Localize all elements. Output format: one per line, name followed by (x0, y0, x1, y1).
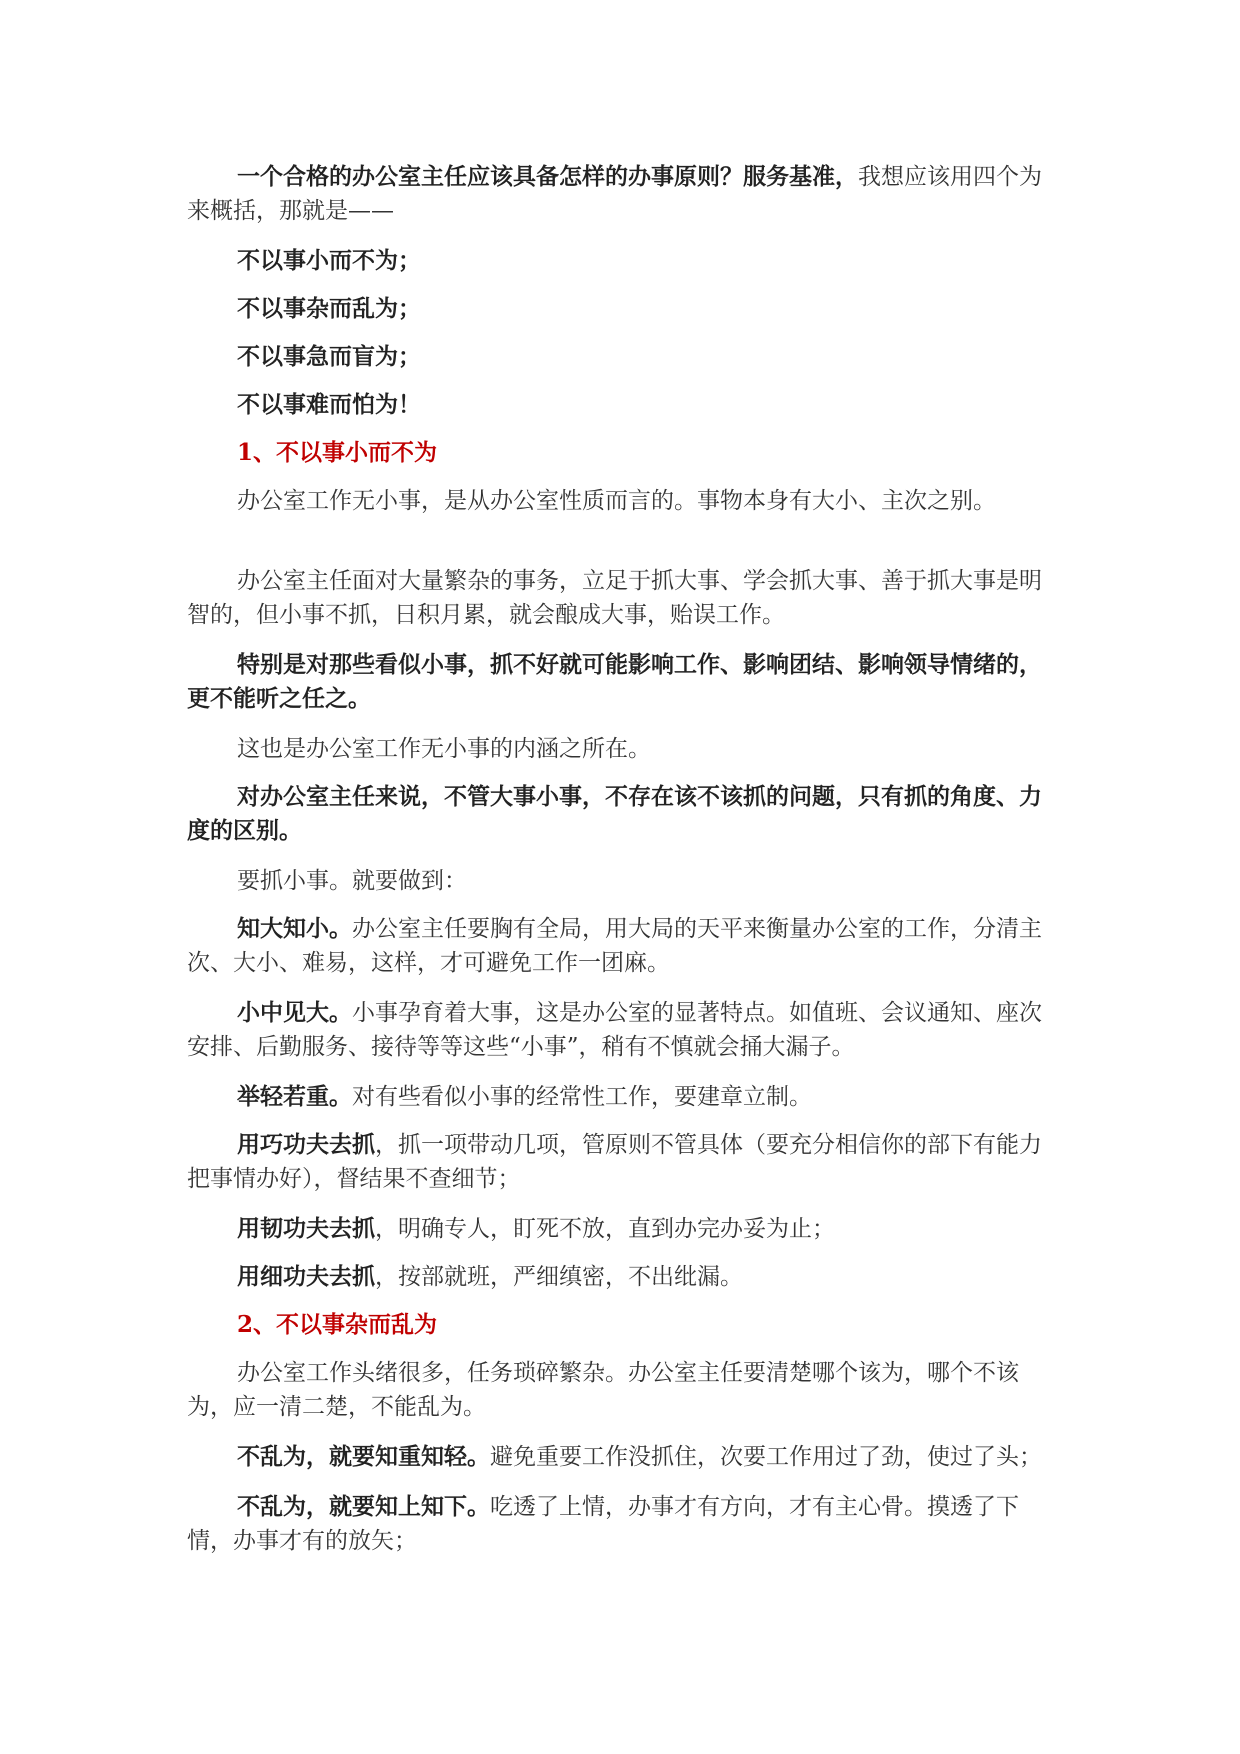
lead-bold-text: 小中见大。 (237, 999, 352, 1026)
body-text: 小事孕育着大事，这是办公室的显著特点。如值班、会议通知、座次安排、后勤服务、接待等等这些“小事”，稍有不慎就会捅大漏子。 (187, 1000, 1042, 1060)
lead-bold-text: 知大知小。 (237, 915, 352, 942)
body-text: ，明确专人，盯死不放，直到办完办妥为止； (375, 1216, 835, 1242)
body-text: 办公室主任要胸有全局，用大局的天平来衡量办公室的工作，分清主次、大小、难易，这样，才可避免工作一团麻。 (187, 916, 1042, 976)
lead-bold-text: 用韧功夫去抓 (237, 1215, 375, 1242)
body-text: 对有些看似小事的经常性工作，要建章立制。 (352, 1084, 812, 1110)
section1-paragraph-4: 这也是办公室工作无小事的内涵之所在。 (237, 736, 651, 762)
section-heading-1: 1、不以事小而不为 (237, 439, 438, 466)
section1-paragraph-11 (187, 1212, 1057, 1246)
lead-bold-text: 举轻若重。 (237, 1083, 352, 1110)
section-heading-2: 2、不以事杂而乱为 (237, 1311, 438, 1338)
section2-paragraph-2 (187, 1440, 1057, 1474)
body-text: 吃透了上情，办事才有方向，才有主心骨。摸透了下情，办事才有的放矢； (187, 1494, 1019, 1554)
section1-paragraph-7 (187, 912, 1057, 980)
section1-paragraph-9 (187, 1080, 1057, 1114)
section1-paragraph-1: 办公室工作无小事，是从办公室性质而言的。事物本身有大小、主次之别。 (237, 488, 996, 514)
lead-bold-text: 用细功夫去抓 (237, 1263, 375, 1290)
intro-bold-text: 一个合格的办公室主任应该具备怎样的办事原则？服务基准， (237, 163, 858, 190)
section1-paragraph-3: 特别是对那些看似小事，抓不好就可能影响工作、影响团结、影响领导情绪的，更不能听之任之。 (187, 651, 1042, 712)
section1-paragraph-12 (187, 1260, 1057, 1294)
section1-paragraph-2: 办公室主任面对大量繁杂的事务，立足于抓大事、学会抓大事、善于抓大事是明智的，但小事不抓，日积月累，就会酿成大事，贻误工作。 (187, 568, 1042, 628)
body-text: ，抓一项带动几项，管原则不管具体（要充分相信你的部下有能力把事情办好），督结果不查细节； (187, 1132, 1042, 1192)
body-text: ，按部就班，严细缜密，不出纰漏。 (375, 1264, 743, 1290)
lead-bold-text: 用巧功夫去抓 (237, 1131, 375, 1158)
section1-paragraph-10 (187, 1128, 1057, 1196)
intro-paragraph (187, 160, 1057, 228)
principle-item: 不以事小而不为； (237, 247, 421, 274)
principle-item: 不以事杂而乱为； (237, 295, 421, 322)
section1-paragraph-8 (187, 996, 1057, 1064)
section2-paragraph-3 (187, 1490, 1057, 1558)
section1-paragraph-5: 对办公室主任来说，不管大事小事，不存在该不该抓的问题，只有抓的角度、力度的区别。 (187, 783, 1042, 844)
principle-item: 不以事急而盲为； (237, 343, 421, 370)
lead-bold-text: 不乱为，就要知上知下。 (237, 1493, 490, 1520)
section2-paragraph-1: 办公室工作头绪很多，任务琐碎繁杂。办公室主任要清楚哪个该为，哪个不该为，应一清二楚，不能乱为。 (187, 1360, 1019, 1420)
principle-item: 不以事难而怕为！ (237, 391, 421, 418)
body-text: 避免重要工作没抓住，次要工作用过了劲，使过了头； (490, 1444, 1042, 1470)
intro-text: 我想应该用四个为来概括，那就是—— (187, 164, 1042, 224)
section1-paragraph-6: 要抓小事。就要做到： (237, 868, 467, 894)
lead-bold-text: 不乱为，就要知重知轻。 (237, 1443, 490, 1470)
document-page (187, 160, 1057, 1574)
